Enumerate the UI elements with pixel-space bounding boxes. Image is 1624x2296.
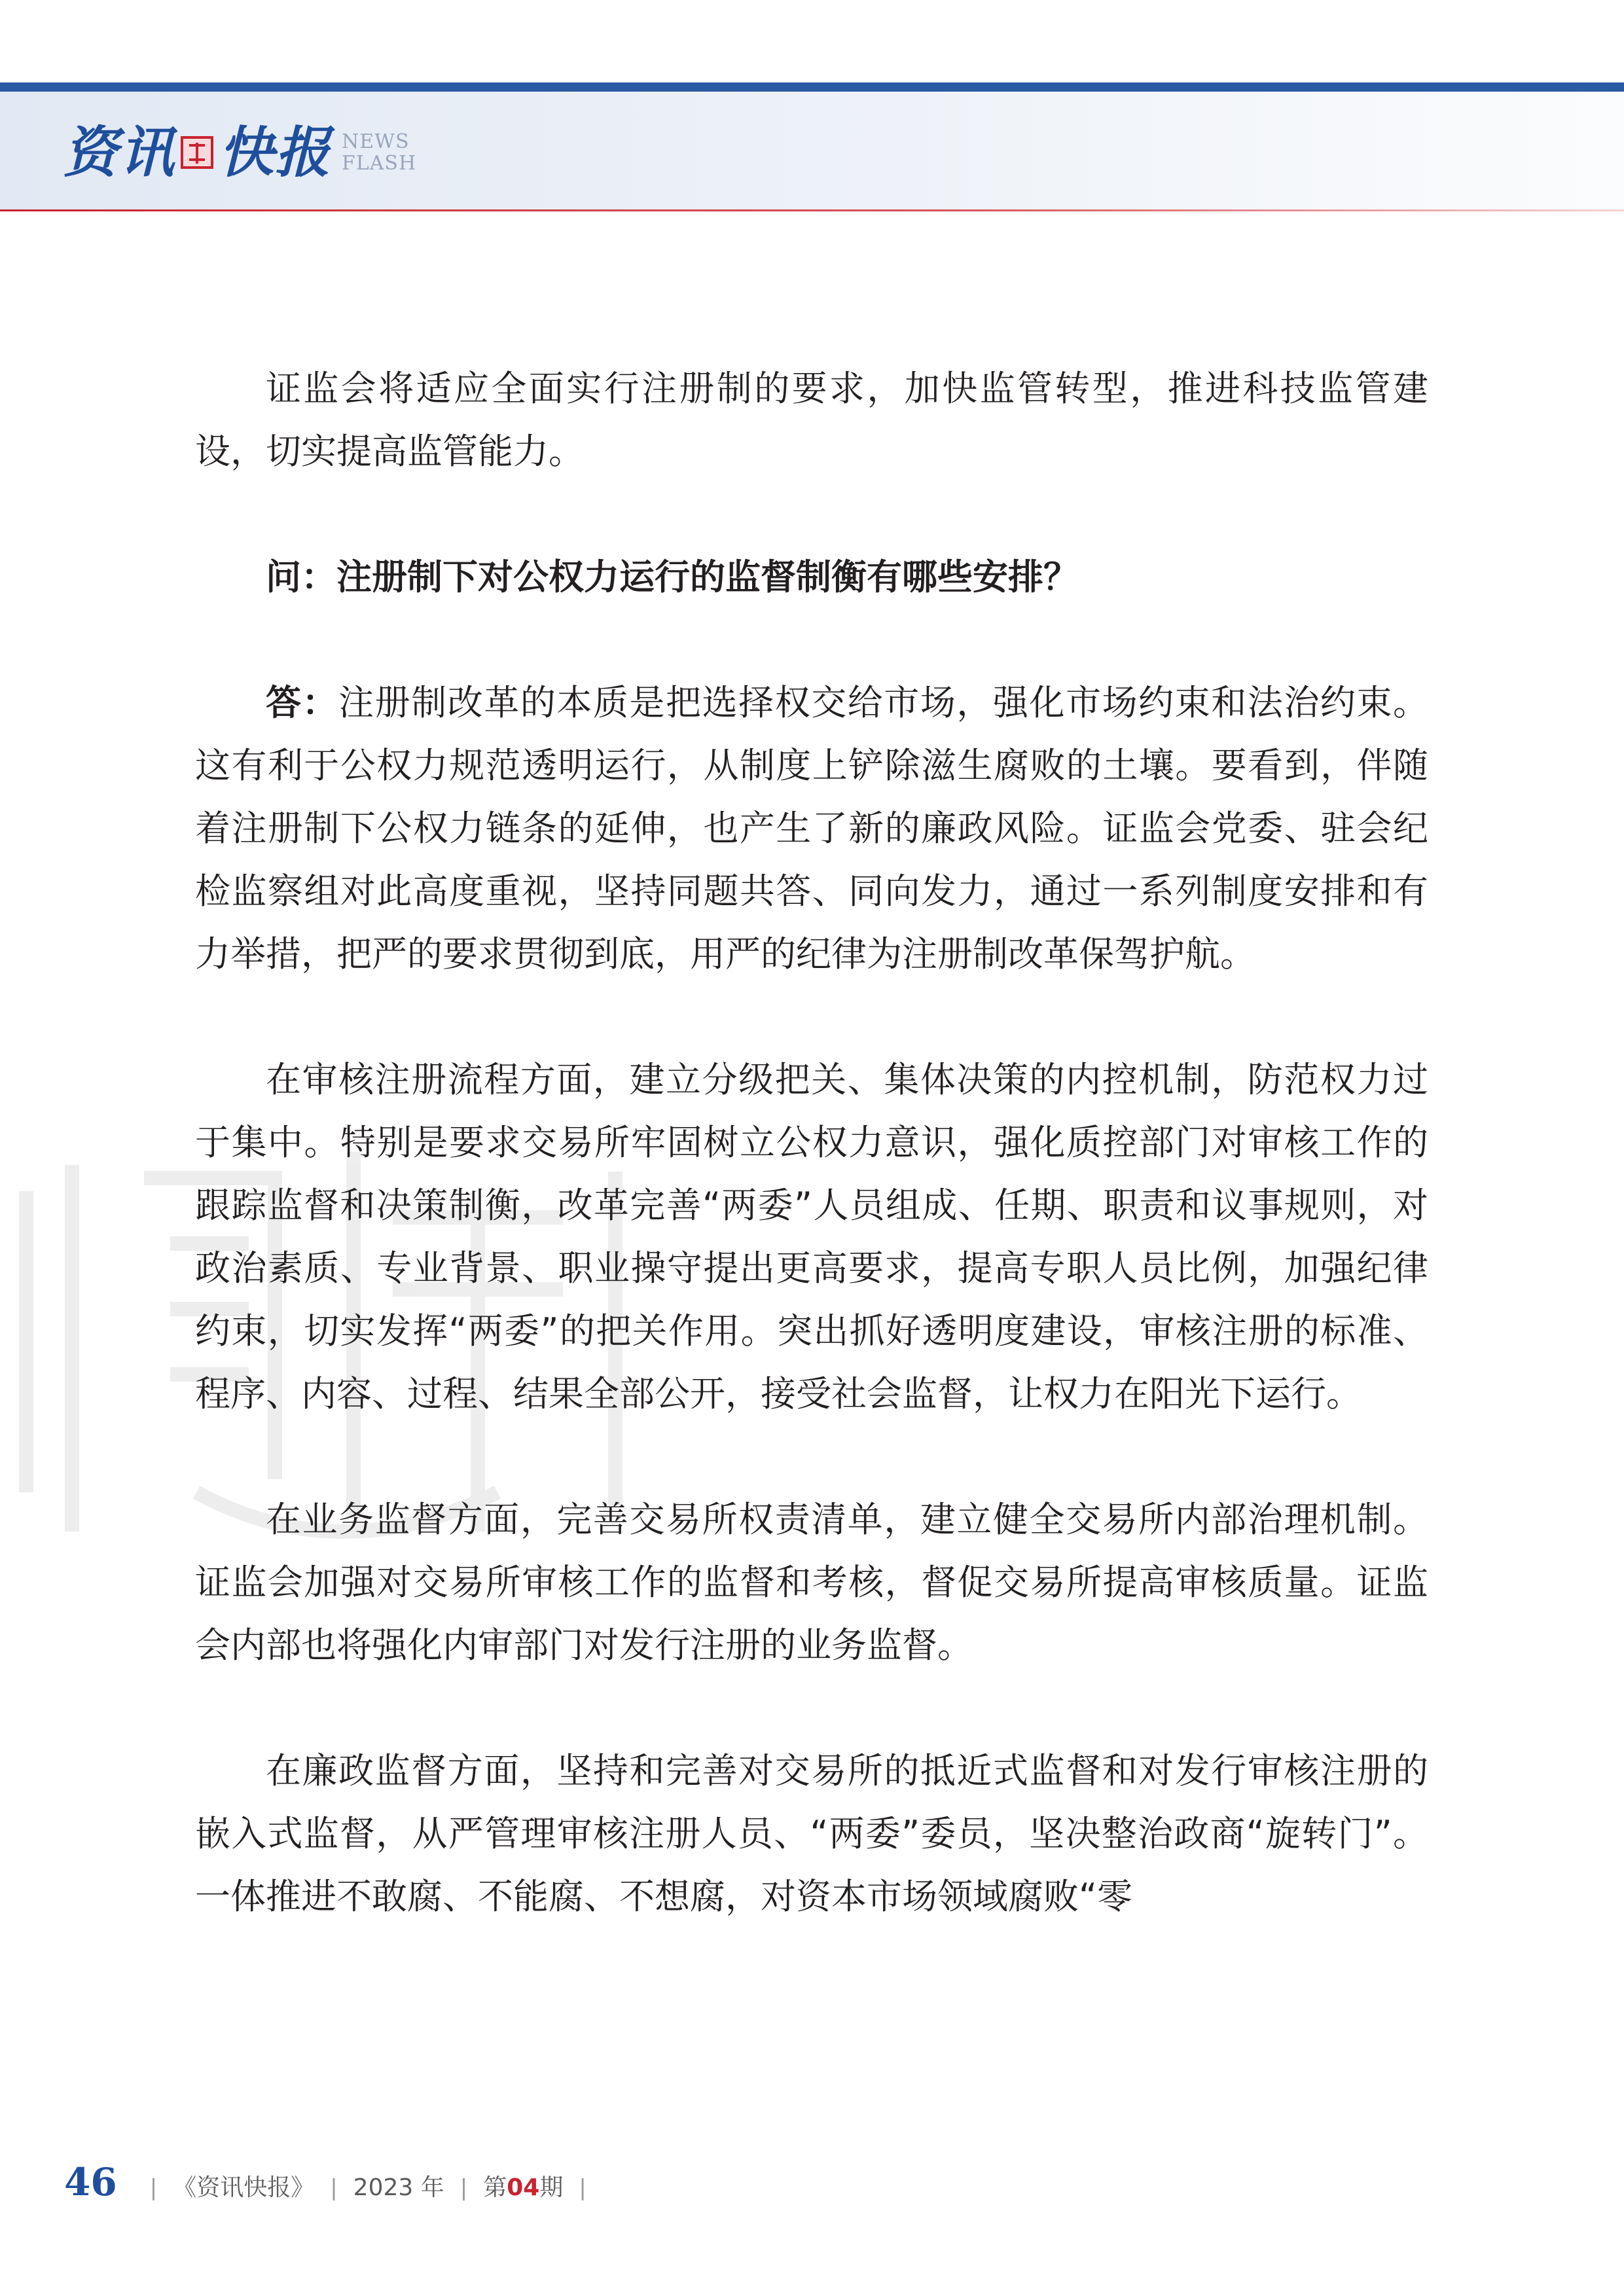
masthead-logo (63, 117, 416, 188)
footer-issue-suffix: 期 (539, 2174, 564, 2201)
answer-label: 答： (266, 682, 339, 723)
footer-divider: | (149, 2175, 158, 2201)
footer-publication: 《资讯快报》 (173, 2174, 315, 2201)
paragraph-review-process: 在审核注册流程方面，建立分级把关、集体决策的内控机制，防范权力过于集中。特别是要求交易所牢固树立公权力意识，强化质控部门对审核工作的跟踪监督和决策制衡，改革完善“两委”人员组成、任期、职责和议事规则，对政治素质、专业背景、职业操守提出更高要求，提高专职人员比例，加强纪律约束，切实发挥“两委”的把关作用。突出抓好透明度建设，审核注册的标准、程序、内容、过程、结果全部公开，接受社会监督，让权力在阳光下运行。 (195, 1059, 1428, 1414)
footer-issue-prefix: 第 (483, 2174, 507, 2201)
footer-issue-number: 04 (507, 2174, 540, 2201)
question-heading: 问：注册制下对公权力运行的监督制衡有哪些安排？ (266, 556, 1079, 598)
footer-divider: | (330, 2175, 338, 2201)
top-rule (0, 82, 1624, 92)
footer-divider: | (579, 2175, 586, 2201)
logo-english (342, 131, 416, 174)
footer-year: 2023 年 (353, 2174, 444, 2201)
paragraph-intro: 证监会将适应全面实行注册制的要求，加快监管转型，推进科技监管建设，切实提高监管能力。 (195, 368, 1428, 472)
header-bottom-rule (0, 209, 1624, 211)
footer-divider: | (460, 2175, 468, 2201)
paragraph-integrity-supervision: 在廉政监督方面，坚持和完善对交易所的抵近式监督和对发行审核注册的嵌入式监督，从严管理审核注册人员、“两委”委员，坚决整治政商“旋转门”。一体推进不敢腐、不能腐、不想腐，对资本市场领域腐败“零 (195, 1750, 1428, 1917)
page-footer (64, 2160, 602, 2219)
page-number: 46 (64, 2160, 117, 2204)
paragraph-business-supervision: 在业务监督方面，完善交易所权责清单，建立健全交易所内部治理机制。证监会加强对交易所审核工作的监督和考核，督促交易所提高审核质量。证监会内部也将强化内审部门对发行注册的业务监督。 (195, 1499, 1428, 1666)
seal-icon (181, 136, 213, 169)
answer-paragraph (195, 672, 1428, 986)
article-body (195, 357, 1428, 1991)
logo-en-line1: NEWS (342, 130, 410, 153)
answer-text: 注册制改革的本质是把选择权交给市场，强化市场约束和法治约束。这有利于公权力规范透明运行，从制度上铲除滋生腐败的土壤。要看到，伴随着注册制下公权力链条的延伸，也产生了新的廉政风险。证监会党委、驻会纪检监察组对此高度重视，坚持同题共答、同向发力，通过一系列制度安排和有力举措，把严的要求贯彻到底，用严的纪律为注册制改革保驾护航。 (195, 682, 1429, 975)
logo-right-text: 快报 (219, 120, 332, 185)
logo-en-line2: FLASH (342, 152, 417, 175)
logo-left-text: 资讯 (63, 120, 176, 185)
